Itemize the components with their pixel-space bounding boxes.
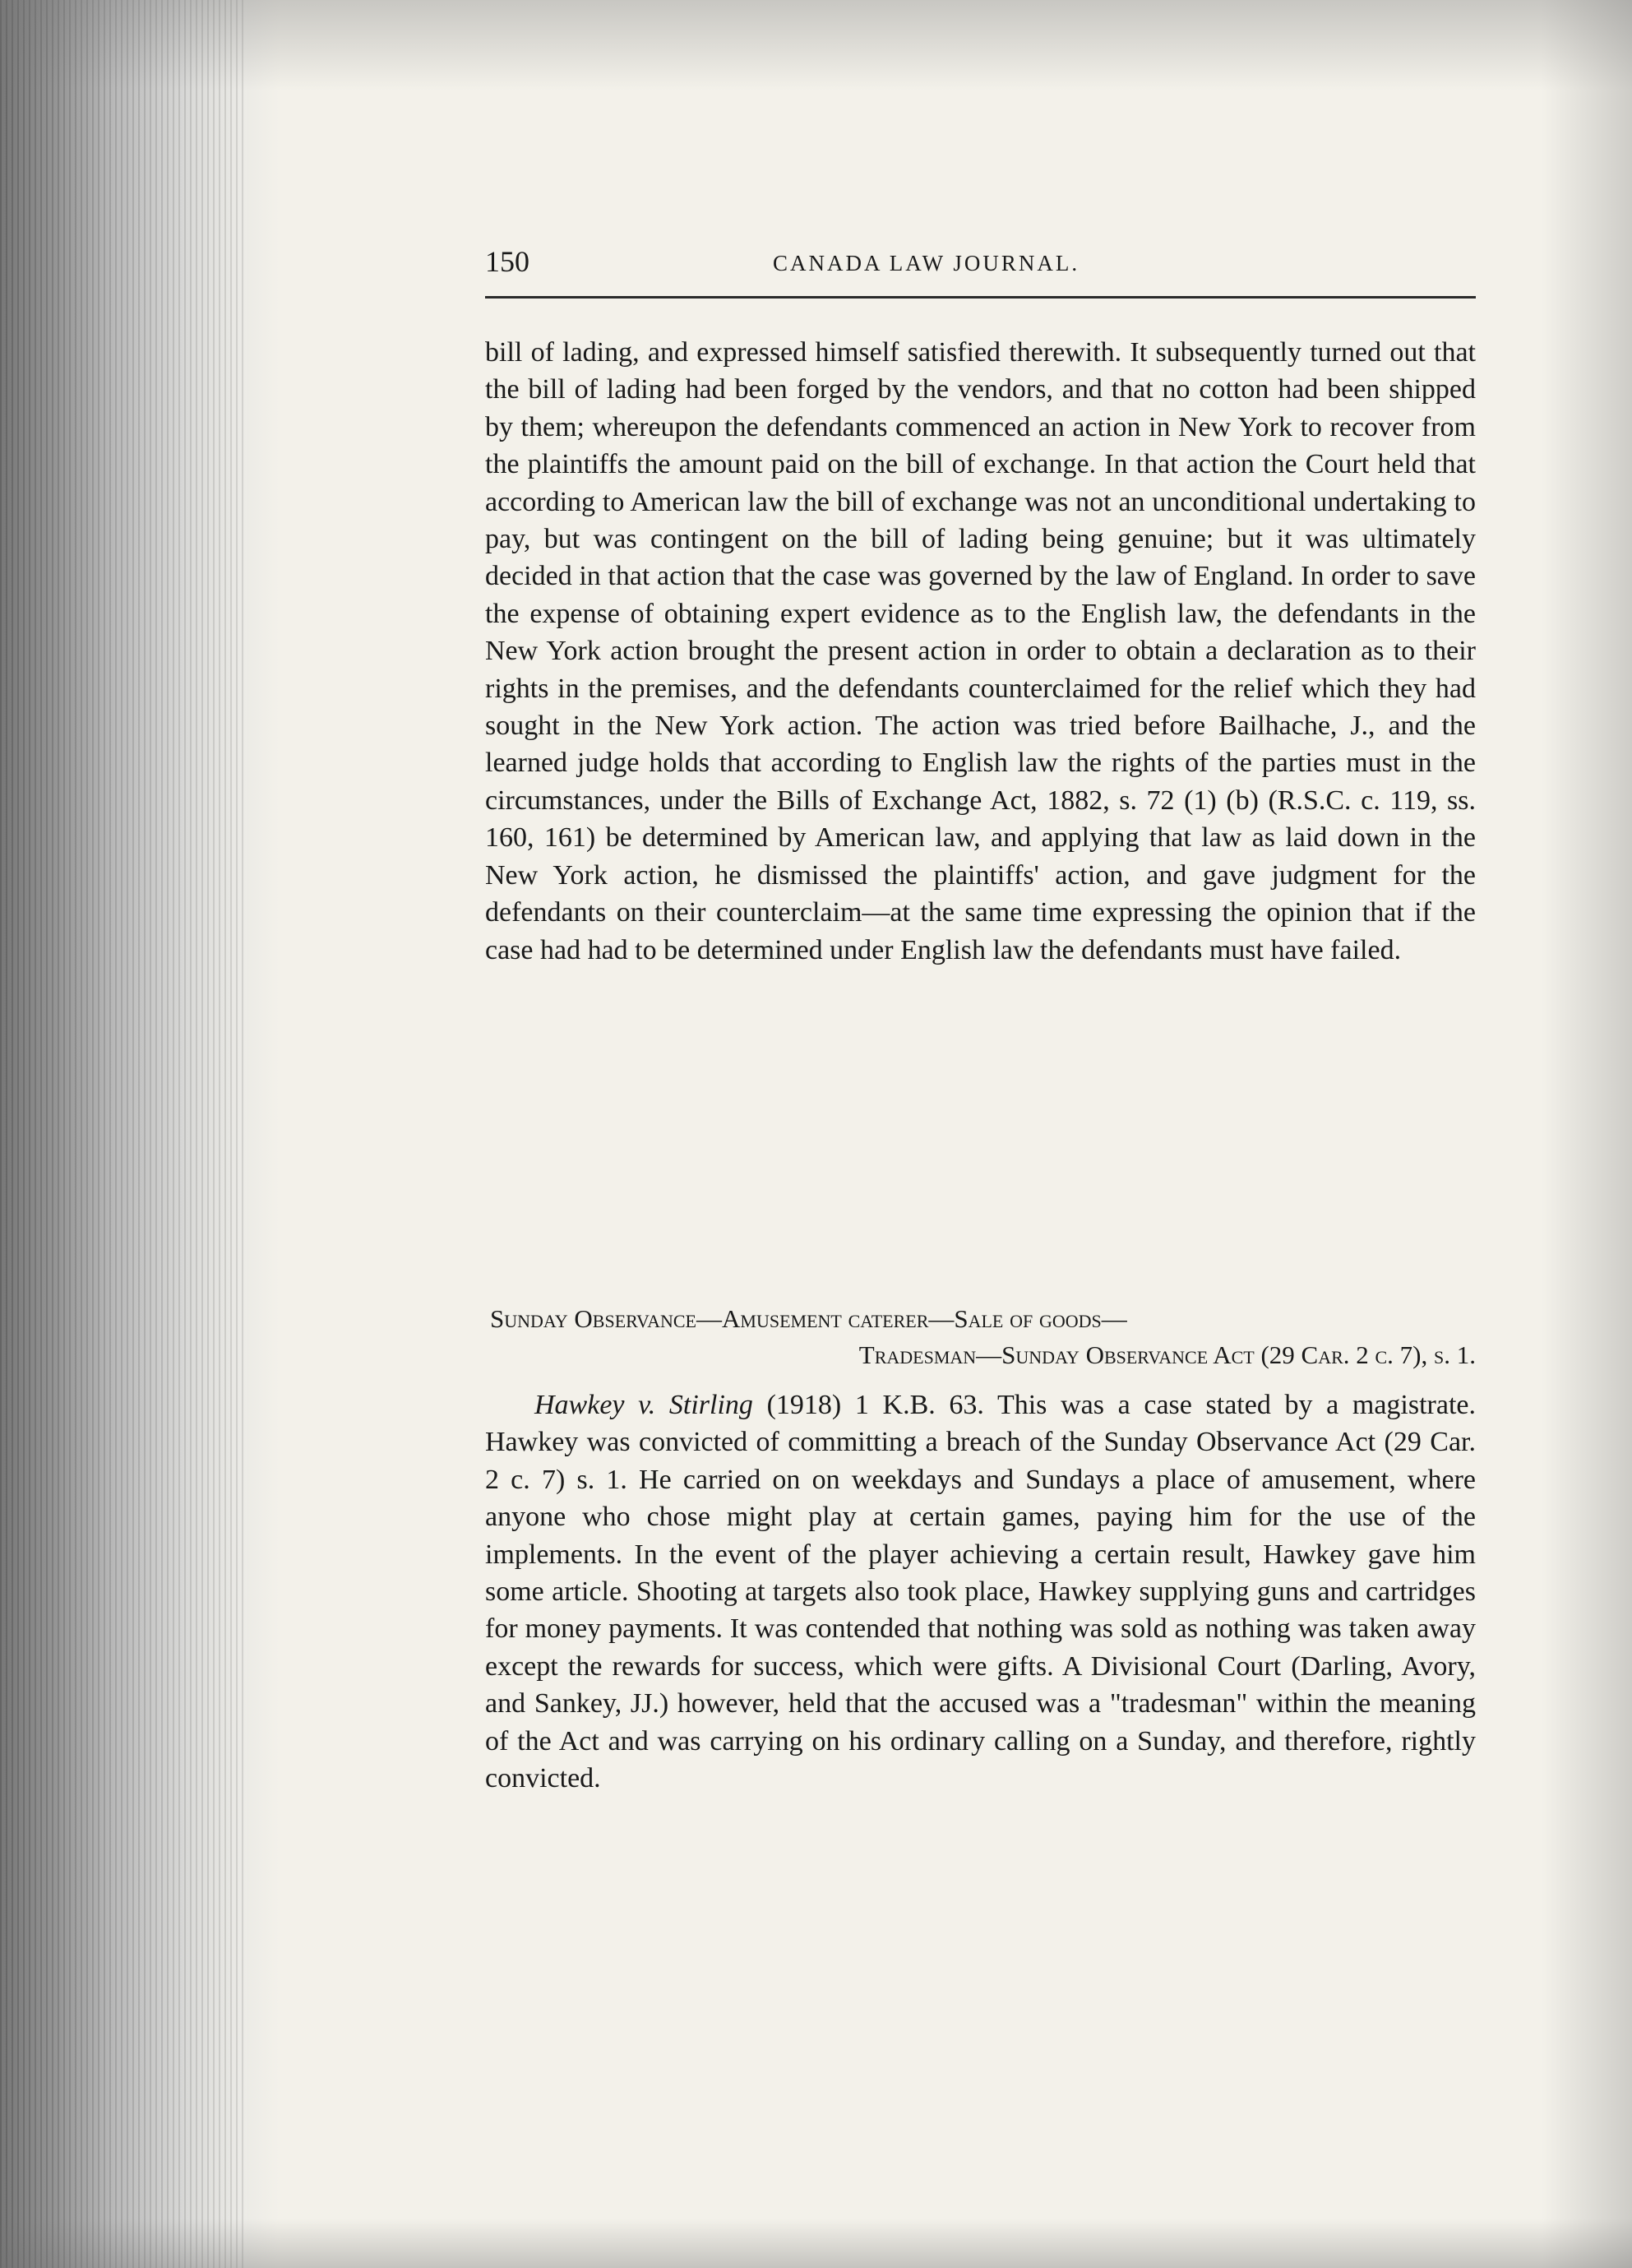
scan-top-edge [0,0,1632,90]
scan-binding-texture [0,0,247,2268]
paragraph-text: (1918) 1 K.B. 63. This was a case stated by a magistrate. Hawkey was convicted of committing a breach of the Sunday Observance Act (29 Car. 2 c. 7) s. 1. He carried on on weekdays and Sundays a place of amusement, where anyone who chose might play at certain games, paying him for the use of the implements. In the event of the player achieving a certain result, Hawkey gave him some article. Shooting at targets also took place, Hawkey supplying guns and cartridges for money payments. It was contended that nothing was sold as nothing was taken away except the rewards for success, which were gifts. A Divisional Court (Darling, Avory, and Sankey, JJ.) however, held that the accused was a "tradesman" within the meaning of the Act and was carrying on his ordinary calling on a Sunday, and therefore, rightly convicted. [485,1390,1476,1794]
header-rule [485,296,1476,299]
running-head: CANADA LAW JOURNAL. [773,251,1080,275]
body-paragraph [485,1386,1476,1797]
scan-right-edge [1542,0,1632,2268]
case-name: Hawkey v. Stirling [534,1390,753,1420]
section-heading-line: Tradesman—Sunday Observance Act (29 Car. 2 c. 7), s. 1. [858,1340,1476,1369]
scan-bottom-edge [0,2219,1632,2268]
section-heading-line: Sunday Observance—Amusement caterer—Sale of goods— [490,1304,1127,1333]
body-paragraph: bill of lading, and expressed himself satisfied therewith. It subsequently turned out that the bill of lading had been forged by the vendors, and that no cotton had been shipped by them; whereupon the defendants commenced an action in New York to recover from the plaintiffs the amount paid on the bill of exchange. In that action the Court held that according to American law the bill of exchange was not an unconditional undertaking to pay, but was contingent on the bill of lading being genuine; but it was ultimately decided in that action that the case was governed by the law of England. In order to save the expense of obtaining expert evidence as to the English law, the defendants in the New York action brought the present action in order to obtain a declaration as to their rights in the premises, and the defendants counterclaimed for the relief which they had sought in the New York action. The action was tried before Bailhache, J., and the learned judge holds that according to English law the rights of the parties must in the circumstances, under the Bills of Exchange Act, 1882, s. 72 (1) (b) (R.S.C. c. 119, ss. 160, 161) be determined by American law, and applying that law as laid down in the New York action, he dismissed the plaintiffs' action, and gave judgment for the defendants on their counterclaim—at the same time expressing the opinion that if the case had had to be determined under English law the defendants must have failed. [485,337,1476,965]
page-header [485,243,1476,285]
section-heading [485,1301,1476,1373]
page-number: 150 [485,245,529,278]
